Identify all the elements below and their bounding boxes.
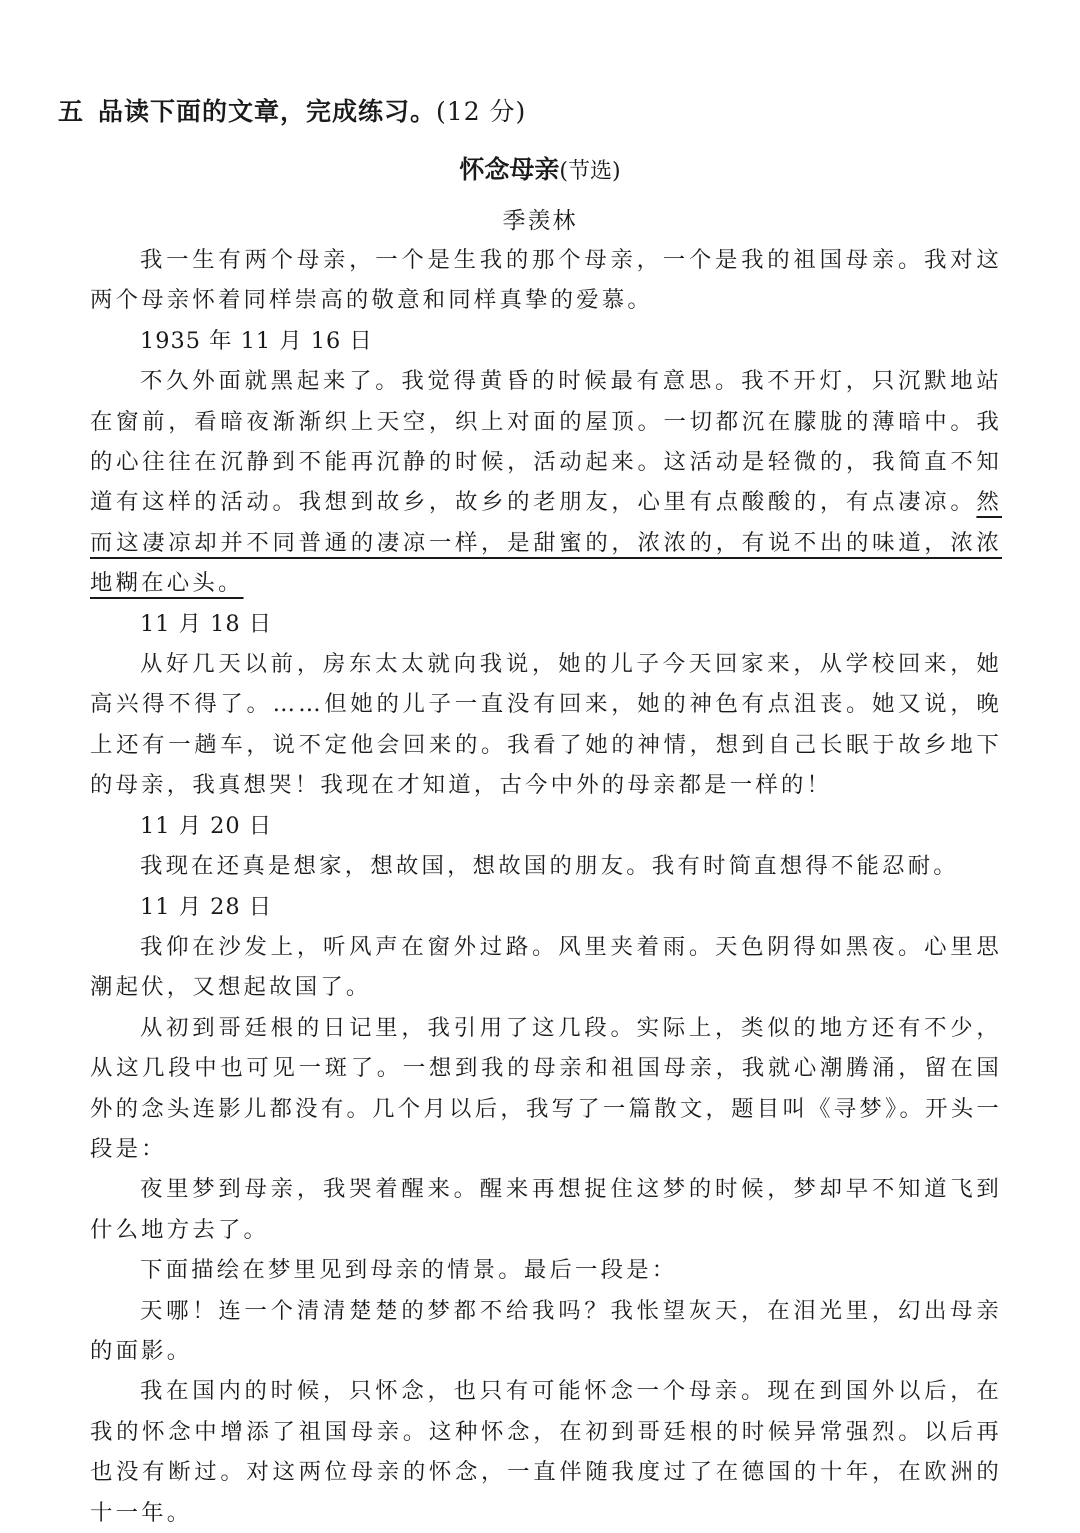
paragraph: 从好几天以前，房东太太就向我说，她的儿子今天回家来，从学校回来，她高兴得不得了。……但她的儿子一直没有回来，她的神色有点沮丧。她又说，晚上还有一趟车，说不定他会回来的。我看了她的神情，想到自己长眠于故乡地下的母亲，我真想哭！我现在才知道，古今中外的母亲都是一样的！ bbox=[90, 651, 1002, 799]
paragraph: 从初到哥廷根的日记里，我引用了这几段。实际上，类似的地方还有不少，从这几段中也可见一斑了。一想到我的母亲和祖国母亲，我就心潮腾涌，留在国外的念头连影儿都没有。几个月以后，我写了一篇散文，题目叫《寻梦》。开头一段是： bbox=[90, 1014, 1002, 1162]
article-title-note: (节选) bbox=[559, 159, 621, 184]
diary-date: 1935 年 11 月 16 日 bbox=[140, 327, 373, 354]
paragraph: 我在国内的时候，只怀念，也只有可能怀念一个母亲。现在到国外以后，在我的怀念中增添了祖国母亲。这种怀念，在初到哥廷根的时候异常强烈。以后再也没有断过。对这两位母亲的怀念，一直伴随我度过了在德国的十年，在欧洲的十一年。 bbox=[90, 1378, 1002, 1526]
question-number: 五 bbox=[58, 97, 85, 126]
paragraph-text: 不久外面就黑起来了。我觉得黄昏的时候最有意思。我不开灯，只沉默地站在窗前，看暗夜渐渐织上天空，织上对面的屋顶。一切都沉在朦胧的薄暗中。我的心往往在沉静到不能再沉静的时候，活动起来。这活动是轻微的，我简直不知道有这样的活动。我想到故乡，故乡的老朋友，心里有点酸酸的，有点凄凉。 bbox=[90, 368, 1002, 516]
question-heading bbox=[58, 92, 526, 128]
article-title bbox=[0, 150, 1080, 186]
question-instruction: 品读下面的文章，完成练习。 bbox=[98, 97, 437, 126]
paragraph: 我现在还真是想家，想故国，想故国的朋友。我有时简直想得不能忍耐。 bbox=[140, 853, 959, 880]
question-score: (12 分) bbox=[436, 97, 527, 126]
diary-date: 11 月 28 日 bbox=[140, 893, 273, 920]
article-author: 季羡林 bbox=[502, 208, 578, 234]
paragraph bbox=[90, 361, 1002, 603]
paragraph: 我一生有两个母亲，一个是生我的那个母亲，一个是我的祖国母亲。我对这两个母亲怀着同样崇高的敬意和同样真挚的爱慕。 bbox=[90, 247, 1002, 314]
diary-date: 11 月 18 日 bbox=[140, 610, 273, 637]
paragraph: 天哪！连一个清清楚楚的梦都不给我吗？我怅望灰天，在泪光里，幻出母亲的面影。 bbox=[90, 1297, 1002, 1364]
diary-date: 11 月 20 日 bbox=[140, 812, 273, 839]
paragraph: 我仰在沙发上，听风声在窗外过路。风里夹着雨。天色阴得如黑夜。心里思潮起伏，又想起故国了。 bbox=[90, 933, 1002, 1001]
paragraph: 夜里梦到母亲，我哭着醒来。醒来再想捉住这梦的时候，梦却早不知道飞到什么地方去了。 bbox=[90, 1176, 1002, 1243]
paragraph: 下面描绘在梦里见到母亲的情景。最后一段是： bbox=[140, 1257, 678, 1284]
article-body bbox=[90, 240, 1002, 1533]
underlined-sentence: 然而这凄凉却并不同普通的凄凉一样，是甜蜜的，浓浓的，有说不出的味道，浓浓地糊在心头。 bbox=[90, 489, 1002, 597]
article-title-main: 怀念母亲 bbox=[459, 155, 560, 184]
